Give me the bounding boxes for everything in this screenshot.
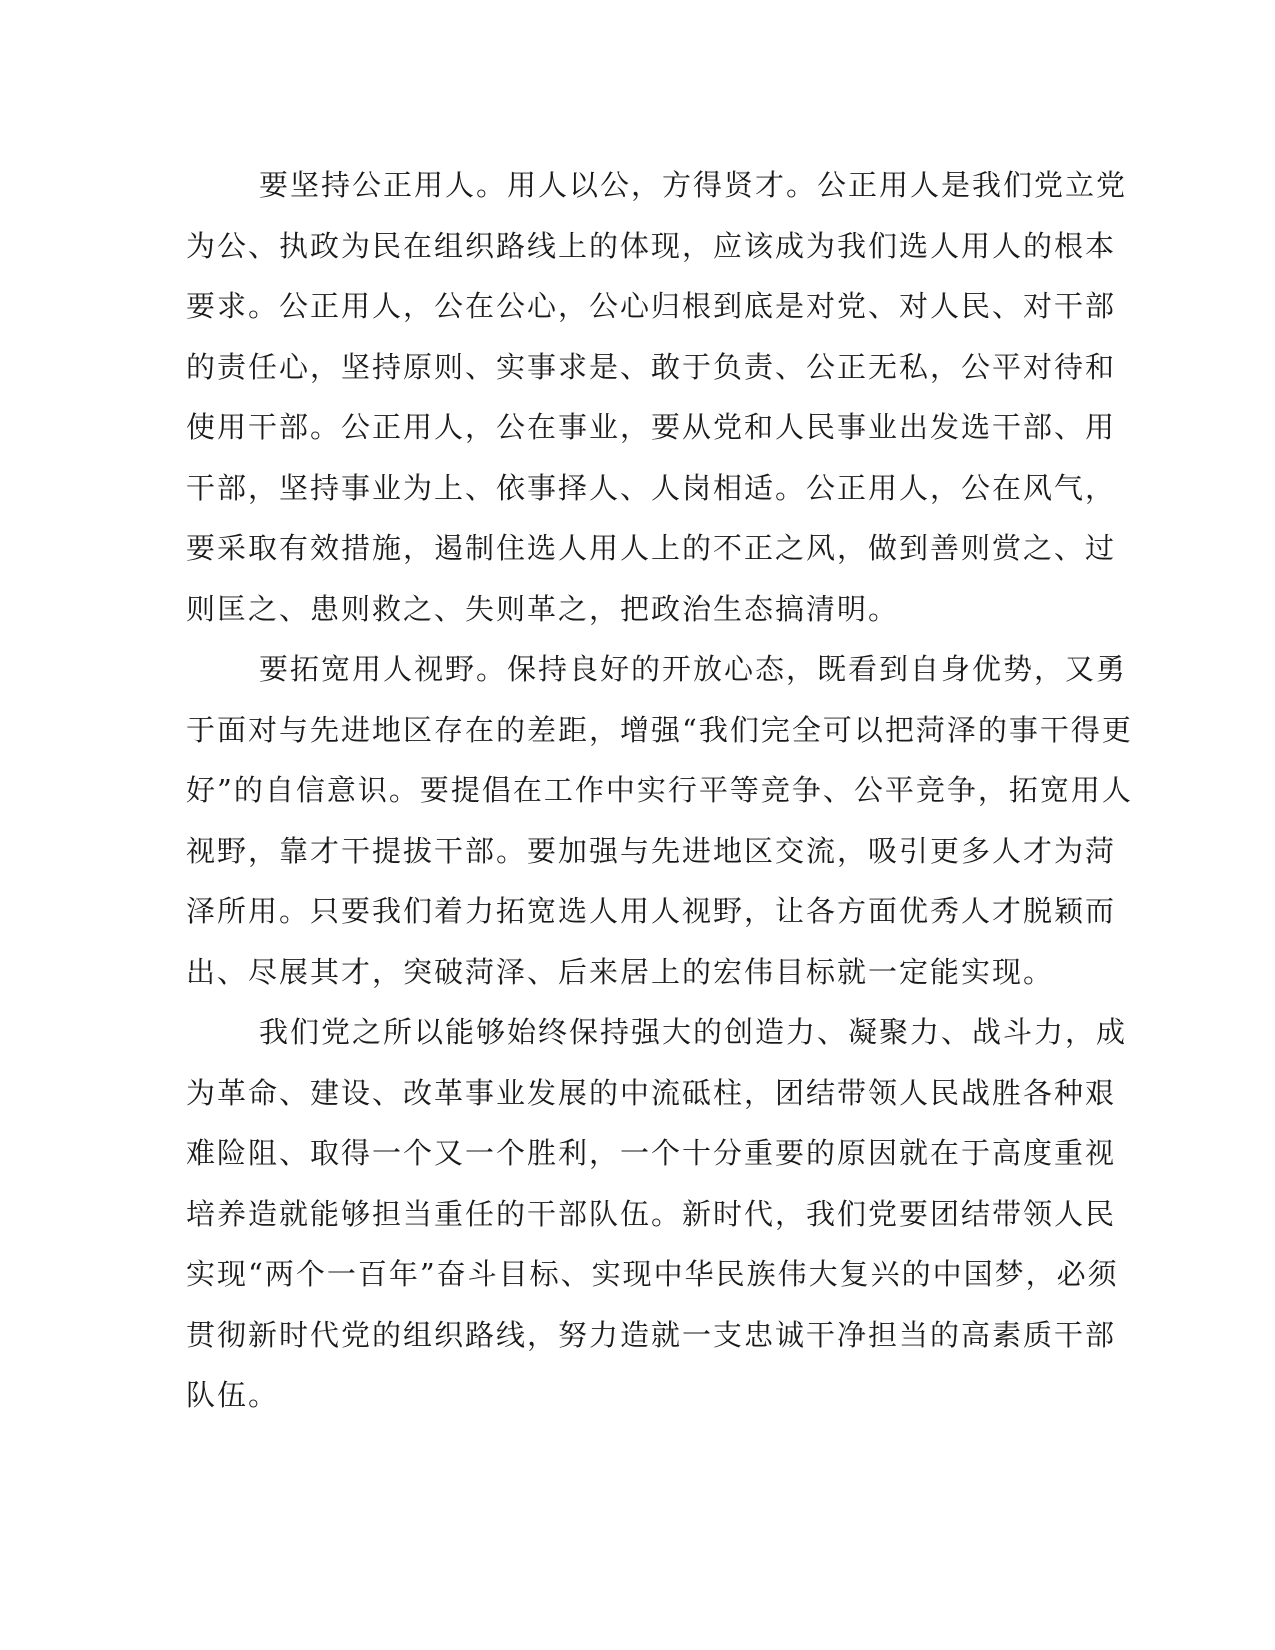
text-line: 要求。公正用人，公在公心，公心归根到底是对党、对人民、对干部 (186, 289, 1117, 323)
text-line: 难险阻、取得一个又一个胜利，一个十分重要的原因就在于高度重视 (186, 1136, 1117, 1170)
text-line: 出、尽展其才，突破菏泽、后来居上的宏伟目标就一定能实现。 (186, 954, 1055, 989)
text-line: 要坚持公正用人。用人以公，方得贤才。公正用人是我们党立党 (259, 168, 1128, 202)
text-line: 要采取有效措施，遏制住选人用人上的不正之风，做到善则赏之、过 (186, 531, 1117, 565)
text-line: 队伍。 (186, 1378, 280, 1412)
text-line: 干部，坚持事业为上、依事择人、人岗相适。公正用人，公在风气， (186, 470, 1117, 505)
paragraph-cadre-team (186, 1002, 1128, 1426)
text-line: 好”的自信意识。要提倡在工作中实行平等竞争、公平竞争，拓宽用人 (186, 773, 1133, 807)
text-line: 培养造就能够担当重任的干部队伍。新时代，我们党要团结带领人民 (186, 1196, 1117, 1231)
text-line: 使用干部。公正用人，公在事业，要从党和人民事业出发选干部、用 (186, 410, 1117, 444)
document-body (186, 155, 1133, 1426)
text-line: 于面对与先进地区存在的差距，增强“我们完全可以把菏泽的事干得更 (186, 712, 1133, 747)
text-line: 贯彻新时代党的组织路线，努力造就一支忠诚干净担当的高素质干部 (186, 1317, 1117, 1352)
text-line: 泽所用。只要我们着力拓宽选人用人视野，让各方面优秀人才脱颖而 (186, 894, 1117, 928)
text-line: 要拓宽用人视野。保持良好的开放心态，既看到自身优势，又勇 (259, 652, 1128, 686)
text-line: 为公、执政为民在组织路线上的体现，应该成为我们选人用人的根本 (186, 228, 1117, 263)
text-line: 我们党之所以能够始终保持强大的创造力、凝聚力、战斗力，成 (259, 1015, 1128, 1049)
text-line: 则匡之、患则救之、失则革之，把政治生态搞清明。 (186, 591, 900, 626)
text-line: 的责任心，坚持原则、实事求是、敢于负责、公正无私，公平对待和 (186, 349, 1117, 384)
text-line: 实现“两个一百年”奋斗目标、实现中华民族伟大复兴的中国梦，必须 (186, 1257, 1119, 1291)
paragraph-broaden-vision (186, 639, 1133, 1002)
paragraph-fair-appointment (186, 155, 1128, 639)
text-line: 为革命、建设、改革事业发展的中流砥柱，团结带领人民战胜各种艰 (186, 1075, 1117, 1110)
text-line: 视野，靠才干提拔干部。要加强与先进地区交流，吸引更多人才为菏 (186, 833, 1117, 868)
